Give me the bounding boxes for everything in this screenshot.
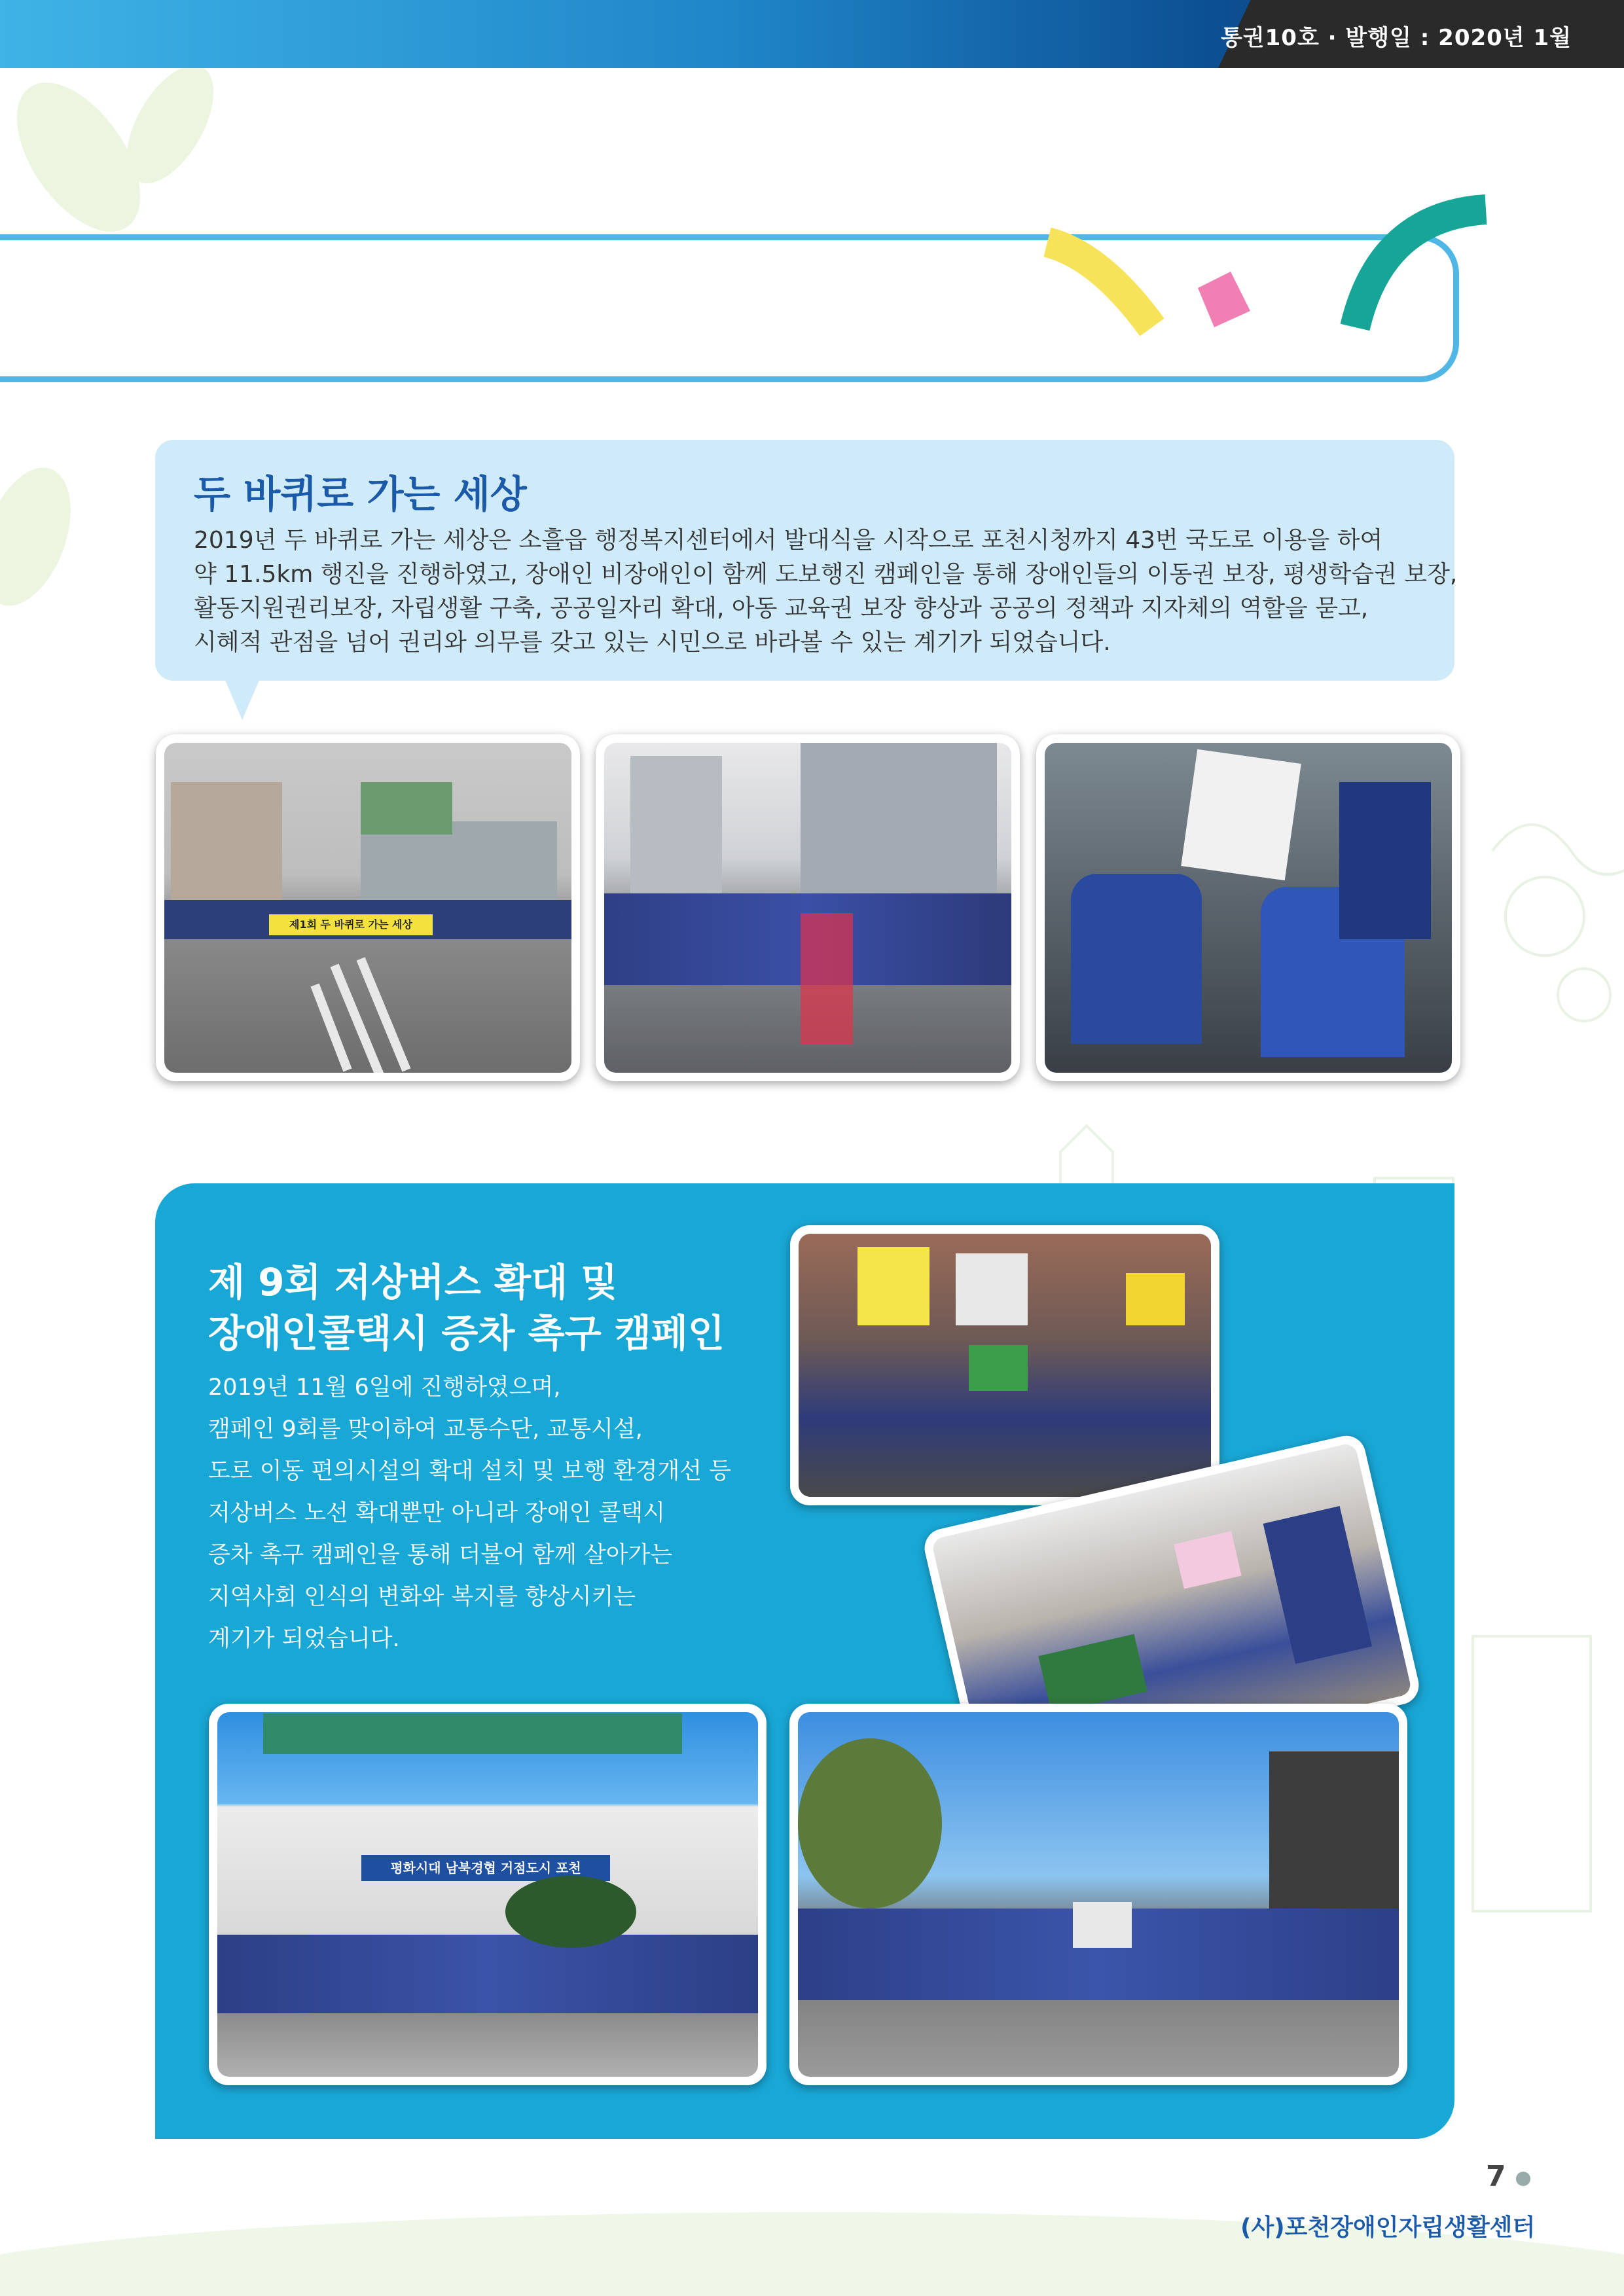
- section1-title: 두 바퀴로 가는 세상: [194, 472, 527, 516]
- event-banner: 제1회 두 바퀴로 가는 세상: [269, 914, 433, 935]
- section2-line: 지역사회 인식의 변화와 복지를 향상시키는: [208, 1584, 636, 1610]
- photo-group-outdoor: [789, 1704, 1407, 2085]
- section2-title-line: 장애인콜택시 증차 촉구 캠페인: [208, 1311, 725, 1355]
- section1-line: 시혜적 관점을 넘어 권리와 의무를 갖고 있는 시민으로 바라볼 수 있는 계기가 되었습니다.: [194, 629, 1111, 656]
- photo-city-hall: [209, 1704, 767, 2085]
- section2-line: 계기가 되었습니다.: [208, 1626, 400, 1652]
- section1-body: [194, 524, 1458, 660]
- photo-rally-start: [156, 734, 580, 1081]
- decorative-shapes: [1034, 183, 1532, 353]
- section2-line: 2019년 11월 6일에 진행하였으며,: [208, 1374, 561, 1401]
- photo-participants: [1036, 734, 1460, 1081]
- section2-title-line: 제 9회 저상버스 확대 및: [208, 1260, 618, 1304]
- section1-line: 2019년 두 바퀴로 가는 세상은 소흘읍 행정복지센터에서 발대식을 시작으로 포천시청까지 43번 국도로 이용을 하여: [194, 527, 1383, 554]
- organization-name: (사)포천장애인자립생활센터: [1240, 2214, 1536, 2241]
- issue-info: 통권10호 · 발행일 : 2020년 1월: [1220, 25, 1572, 51]
- building-sign: 평화시대 남북경협 거점도시 포천: [361, 1855, 610, 1881]
- section2-body: [208, 1367, 731, 1660]
- section2-line: 저상버스 노선 확대뿐만 아니라 장애인 콜택시: [208, 1500, 666, 1526]
- section1-callout-tail: [223, 674, 262, 720]
- page-number-dot: [1516, 2172, 1530, 2186]
- photo-protest-signs: [790, 1225, 1219, 1505]
- section1-line: 약 11.5km 행진을 진행하였고, 장애인 비장애인이 함께 도보행진 캠페인을 통해 장애인들의 이동권 보장, 평생학습권 보장,: [194, 561, 1458, 588]
- section2-title: [208, 1257, 725, 1359]
- section2-line: 증차 촉구 캠페인을 통해 더불어 함께 살아가는: [208, 1542, 673, 1568]
- section1-line: 활동지원권리보장, 자립생활 구축, 공공일자리 확대, 아동 교육권 보장 향상과 공공의 정책과 지자체의 역할을 묻고,: [194, 595, 1369, 622]
- photo-street-march: [596, 734, 1020, 1081]
- section2-line: 도로 이동 편의시설의 확대 설치 및 보행 환경개선 등: [208, 1458, 732, 1484]
- page-number: 7: [1486, 2160, 1506, 2193]
- section2-line: 캠페인 9회를 맞이하여 교통수단, 교통시설,: [208, 1416, 643, 1443]
